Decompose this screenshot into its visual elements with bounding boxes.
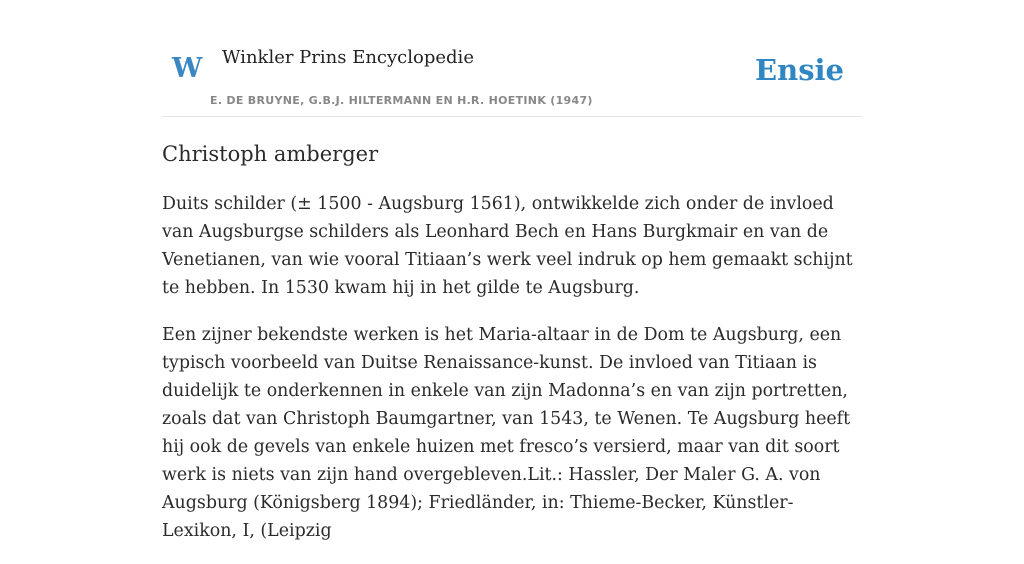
ensie-logo[interactable]: Ensie	[755, 53, 844, 87]
publication-logo-w[interactable]: W	[172, 53, 203, 84]
article	[162, 138, 862, 564]
publication-title[interactable]: Winkler Prins Encyclopedie	[222, 47, 474, 68]
publication-authors: E. DE BRUYNE, G.B.J. HILTERMANN EN H.R. HOETINK (1947)	[210, 94, 593, 107]
article-title: Christoph amberger	[162, 142, 379, 166]
article-paragraph-1: Duits schilder (± 1500 - Augsburg 1561), ontwikkelde zich onder de invloed van Augsburgse schilders als Leonhard Bech en Hans Burgkmair en van de Venetianen, van wie vooral Titiaan’s werk veel indruk op hem gemaakt schijnt te hebben. In 1530 kwam hij in het gilde te Augsburg.	[162, 194, 853, 298]
encyclopedia-header	[162, 0, 862, 117]
article-paragraph-2: Een zijner bekendste werken is het Maria-altaar in de Dom te Augsburg, een typisch voorbeeld van Duitse Renaissance-kunst. De invloed van Titiaan is duidelijk te onderkennen in enkele van zijn Madonna’s en van zijn portretten, zoals dat van Christoph Baumgartner, van 1543, te Wenen. Te Augsburg heeft hij ook de gevels van enkele huizen met fresco’s versierd, maar van dit soort werk is niets van zijn hand overgebleven.Lit.: Hassler, Der Maler G. A. von Augsburg (Königsberg 1894); Friedländer, in: Thieme-Becker, Künstler-Lexikon, I, (Leipzig	[162, 325, 851, 541]
